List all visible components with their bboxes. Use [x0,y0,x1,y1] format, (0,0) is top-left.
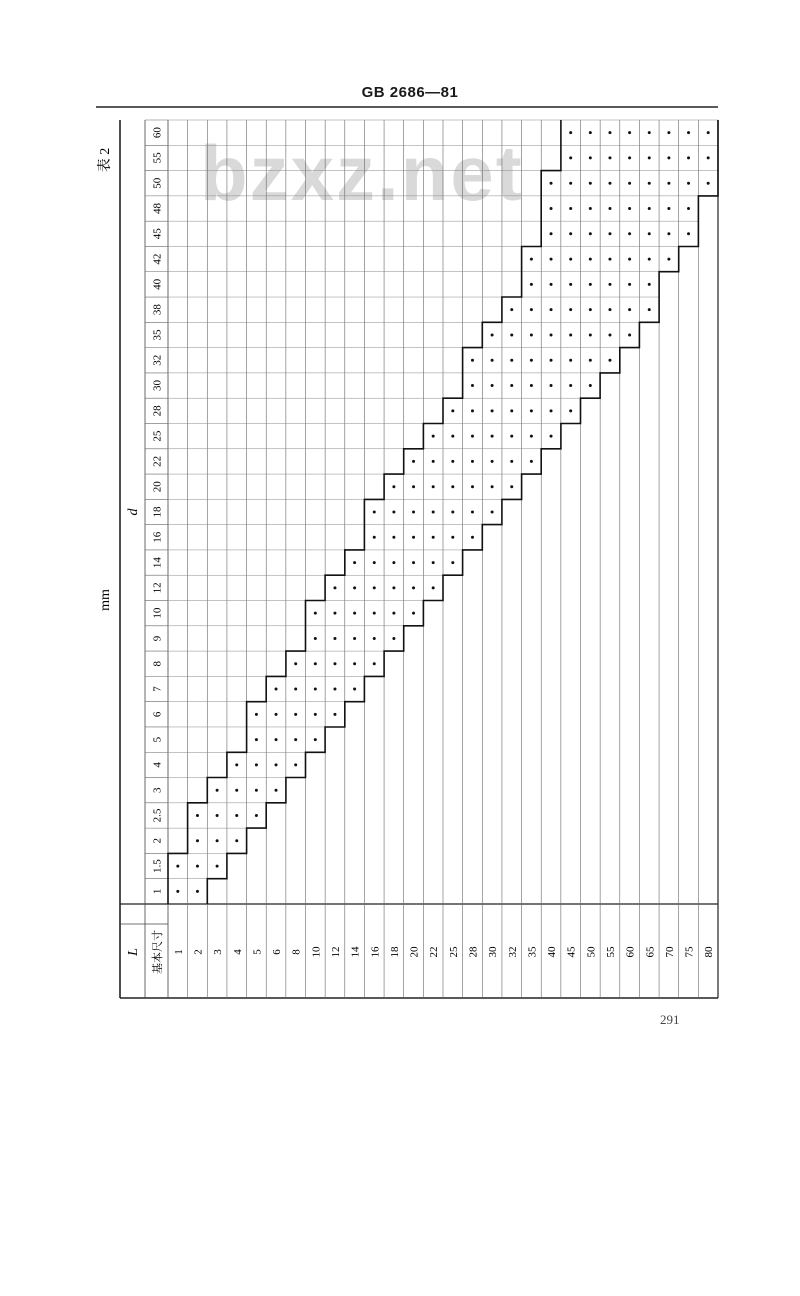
d-value-label: 42 [151,253,164,265]
marked-cell-dot [648,283,651,286]
marked-cell-dot [510,359,513,362]
marked-cell-dot [392,511,395,514]
marked-cell-dot [491,333,494,336]
marked-cell-dot [491,435,494,438]
marked-cell-dot [491,485,494,488]
d-value-label: 7 [151,686,164,692]
marked-cell-dot [216,839,219,842]
marked-cell-dot [353,586,356,589]
marked-cell-dot [550,409,553,412]
l-value-label: 45 [565,946,578,958]
l-value-label: 28 [467,946,480,958]
marked-cell-dot [589,333,592,336]
marked-cell-dot [255,763,258,766]
l-value-label: 20 [408,946,421,958]
d-value-label: 1.5 [151,859,164,873]
marked-cell-dot [255,713,258,716]
marked-cell-dot [608,333,611,336]
d-value-label: 32 [151,354,164,366]
marked-cell-dot [550,283,553,286]
marked-cell-dot [275,789,278,792]
d-value-label: 10 [151,607,164,619]
marked-cell-dot [550,207,553,210]
marked-cell-dot [530,435,533,438]
l-value-label: 80 [703,946,716,958]
marked-cell-dot [216,865,219,868]
marked-cell-dot [589,384,592,387]
d-value-label: 18 [151,506,164,518]
marked-cell-dot [589,207,592,210]
marked-cell-dot [294,713,297,716]
l-value-label: 30 [487,946,500,958]
l-value-label: 40 [546,946,559,958]
marked-cell-dot [196,865,199,868]
marked-cell-dot [373,612,376,615]
marked-cell-dot [569,207,572,210]
unit-label: mm [98,589,113,611]
l-value-label: 18 [388,946,401,958]
marked-cell-dot [628,232,631,235]
d-value-label: 22 [151,455,164,467]
marked-cell-dot [667,131,670,134]
marked-cell-dot [608,232,611,235]
marked-cell-dot [176,865,179,868]
marked-cell-dot [707,156,710,159]
marked-cell-dot [235,839,238,842]
marked-cell-dot [432,536,435,539]
marked-cell-dot [373,586,376,589]
marked-cell-dot [294,738,297,741]
marked-cell-dot [569,308,572,311]
marked-cell-dot [648,131,651,134]
marked-cell-dot [333,637,336,640]
marked-cell-dot [432,485,435,488]
l-value-label: 55 [604,946,617,958]
l-value-label: 65 [644,946,657,958]
marked-cell-dot [275,738,278,741]
marked-cell-dot [432,586,435,589]
marked-cell-dot [275,763,278,766]
d-value-label: 8 [151,660,164,667]
marked-cell-dot [314,713,317,716]
l-value-label: 8 [290,949,303,955]
marked-cell-dot [471,536,474,539]
marked-cell-dot [687,232,690,235]
marked-cell-dot [353,662,356,665]
marked-cell-dot [707,182,710,185]
marked-cell-dot [510,460,513,463]
marked-cell-dot [667,207,670,210]
l-value-label: 4 [231,949,244,955]
marked-cell-dot [314,688,317,691]
marked-cell-dot [569,258,572,261]
d-value-label: 9 [151,635,164,642]
marked-cell-dot [569,333,572,336]
marked-cell-dot [451,485,454,488]
marked-cell-dot [333,713,336,716]
marked-cell-dot [451,536,454,539]
marked-cell-dot [608,283,611,286]
marked-cell-dot [294,662,297,665]
standard-code: GB 2686—81 [361,84,459,101]
d-axis-label: d [126,508,141,516]
d-value-label: 38 [151,304,164,316]
marked-cell-dot [353,561,356,564]
marked-cell-dot [491,460,494,463]
d-value-label: 1 [151,888,164,895]
marked-cell-dot [235,789,238,792]
d-value-label: 12 [151,582,164,594]
l-value-label: 32 [506,946,519,958]
marked-cell-dot [608,182,611,185]
marked-cell-dot [550,258,553,261]
marked-cell-dot [530,333,533,336]
marked-cell-dot [628,258,631,261]
marked-cell-dot [530,258,533,261]
marked-cell-dot [471,485,474,488]
marked-cell-dot [471,359,474,362]
marked-cell-dot [608,258,611,261]
marked-cell-dot [471,435,474,438]
marked-cell-dot [530,384,533,387]
marked-cell-dot [333,662,336,665]
l-axis-label: L [126,948,141,956]
page-number: 291 [660,1012,680,1027]
marked-cell-dot [530,359,533,362]
marked-cell-dot [530,283,533,286]
l-value-label: 12 [329,946,342,958]
marked-cell-dot [412,460,415,463]
marked-cell-dot [569,359,572,362]
marked-cell-dot [530,460,533,463]
marked-cell-dot [589,359,592,362]
marked-cell-dot [196,890,199,893]
marked-cell-dot [294,763,297,766]
l-value-label: 14 [349,946,362,958]
marked-cell-dot [275,713,278,716]
marked-cell-dot [392,612,395,615]
marked-cell-dot [451,409,454,412]
marked-cell-dot [628,156,631,159]
marked-cell-dot [235,814,238,817]
marked-cell-dot [569,232,572,235]
marked-cell-dot [569,156,572,159]
marked-cell-dot [648,156,651,159]
marked-cell-dot [471,511,474,514]
marked-cell-dot [510,485,513,488]
marked-cell-dot [589,258,592,261]
marked-cell-dot [412,586,415,589]
marked-cell-dot [510,333,513,336]
l-value-label: 70 [663,946,676,958]
marked-cell-dot [255,814,258,817]
marked-cell-dot [314,662,317,665]
marked-cell-dot [432,460,435,463]
marked-cell-dot [550,232,553,235]
marked-cell-dot [216,814,219,817]
marked-cell-dot [589,182,592,185]
marked-cell-dot [530,409,533,412]
d-value-label: 3 [151,787,164,793]
marked-cell-dot [608,156,611,159]
marked-cell-dot [432,561,435,564]
marked-cell-dot [569,182,572,185]
l-value-label: 3 [212,949,225,955]
marked-cell-dot [550,308,553,311]
marked-cell-dot [550,435,553,438]
d-value-label: 48 [151,203,164,215]
marked-cell-dot [392,586,395,589]
marked-cell-dot [648,182,651,185]
marked-cell-dot [412,561,415,564]
marked-cell-dot [687,182,690,185]
marked-cell-dot [451,435,454,438]
marked-cell-dot [550,384,553,387]
marked-cell-dot [648,308,651,311]
l-value-label: 22 [428,946,441,958]
marked-cell-dot [294,688,297,691]
marked-cell-dot [569,131,572,134]
d-value-label: 5 [151,736,164,743]
marked-cell-dot [608,207,611,210]
d-value-label: 45 [151,228,164,240]
marked-cell-dot [550,182,553,185]
l-value-label: 10 [310,946,323,958]
marked-cell-dot [255,789,258,792]
marked-cell-dot [392,536,395,539]
marked-cell-dot [648,258,651,261]
marked-cell-dot [392,637,395,640]
l-value-label: 75 [683,946,696,958]
marked-cell-dot [412,612,415,615]
marked-cell-dot [373,536,376,539]
marked-cell-dot [628,333,631,336]
marked-cell-dot [333,586,336,589]
marked-cell-dot [471,460,474,463]
d-value-label: 4 [151,762,164,768]
marked-cell-dot [176,890,179,893]
marked-cell-dot [235,763,238,766]
basic-size-label: 基本尺寸 [152,930,164,974]
l-value-label: 50 [585,946,598,958]
marked-cell-dot [314,612,317,615]
l-value-label: 5 [251,949,264,955]
l-value-label: 60 [624,946,637,958]
marked-cell-dot [589,308,592,311]
marked-cell-dot [333,688,336,691]
marked-cell-dot [608,308,611,311]
d-value-label: 35 [151,329,164,341]
marked-cell-dot [412,485,415,488]
marked-cell-dot [451,460,454,463]
marked-cell-dot [510,384,513,387]
marked-cell-dot [628,308,631,311]
marked-cell-dot [608,131,611,134]
l-value-label: 1 [172,949,185,955]
d-value-label: 25 [151,430,164,442]
marked-cell-dot [216,789,219,792]
marked-cell-dot [608,359,611,362]
l-value-label: 25 [447,946,460,958]
marked-cell-dot [392,561,395,564]
marked-cell-dot [628,131,631,134]
marked-cell-dot [373,662,376,665]
l-value-label: 2 [192,949,205,955]
d-value-label: 14 [151,557,164,569]
marked-cell-dot [275,688,278,691]
marked-cell-dot [569,409,572,412]
marked-cell-dot [569,384,572,387]
marked-cell-dot [687,207,690,210]
marked-cell-dot [589,131,592,134]
marked-cell-dot [432,435,435,438]
marked-cell-dot [687,131,690,134]
d-value-label: 60 [151,127,164,139]
marked-cell-dot [373,637,376,640]
marked-cell-dot [667,182,670,185]
marked-cell-dot [707,131,710,134]
marked-cell-dot [491,511,494,514]
d-value-label: 16 [151,531,164,543]
l-value-label: 6 [271,949,284,955]
marked-cell-dot [510,308,513,311]
marked-cell-dot [373,511,376,514]
l-value-label: 16 [369,946,382,958]
d-value-label: 50 [151,177,164,189]
marked-cell-dot [471,384,474,387]
l-value-label: 35 [526,946,539,958]
d-value-label: 2.5 [151,808,164,823]
marked-cell-dot [196,839,199,842]
marked-cell-dot [510,435,513,438]
marked-cell-dot [648,207,651,210]
marked-cell-dot [353,612,356,615]
marked-cell-dot [510,409,513,412]
marked-cell-dot [392,485,395,488]
marked-cell-dot [373,561,376,564]
marked-cell-dot [569,283,572,286]
d-value-label: 30 [151,380,164,392]
d-value-label: 40 [151,278,164,290]
marked-cell-dot [530,308,533,311]
marked-cell-dot [628,207,631,210]
marked-cell-dot [687,156,690,159]
marked-cell-dot [432,511,435,514]
marked-cell-dot [589,232,592,235]
marked-cell-dot [333,612,336,615]
marked-cell-dot [628,283,631,286]
marked-cell-dot [589,156,592,159]
marked-cell-dot [412,511,415,514]
marked-cell-dot [491,409,494,412]
marked-cell-dot [491,384,494,387]
d-value-label: 6 [151,711,164,718]
marked-cell-dot [667,156,670,159]
marked-cell-dot [412,536,415,539]
marked-cell-dot [471,409,474,412]
marked-cell-dot [648,232,651,235]
marked-cell-dot [550,359,553,362]
marked-cell-dot [491,359,494,362]
marked-cell-dot [589,283,592,286]
marked-cell-dot [255,738,258,741]
marked-cell-dot [550,333,553,336]
marked-cell-dot [667,258,670,261]
marked-cell-dot [628,182,631,185]
marked-cell-dot [353,688,356,691]
d-value-label: 28 [151,405,164,417]
d-value-label: 2 [151,838,164,844]
marked-cell-dot [314,637,317,640]
marked-cell-dot [196,814,199,817]
marked-cell-dot [314,738,317,741]
watermark-text: bzxz.net [200,129,524,217]
marked-cell-dot [451,511,454,514]
d-value-label: 20 [151,481,164,493]
marked-cell-dot [353,637,356,640]
table-caption: 表 2 [98,147,113,173]
d-value-label: 55 [151,152,164,164]
marked-cell-dot [451,561,454,564]
marked-cell-dot [667,232,670,235]
